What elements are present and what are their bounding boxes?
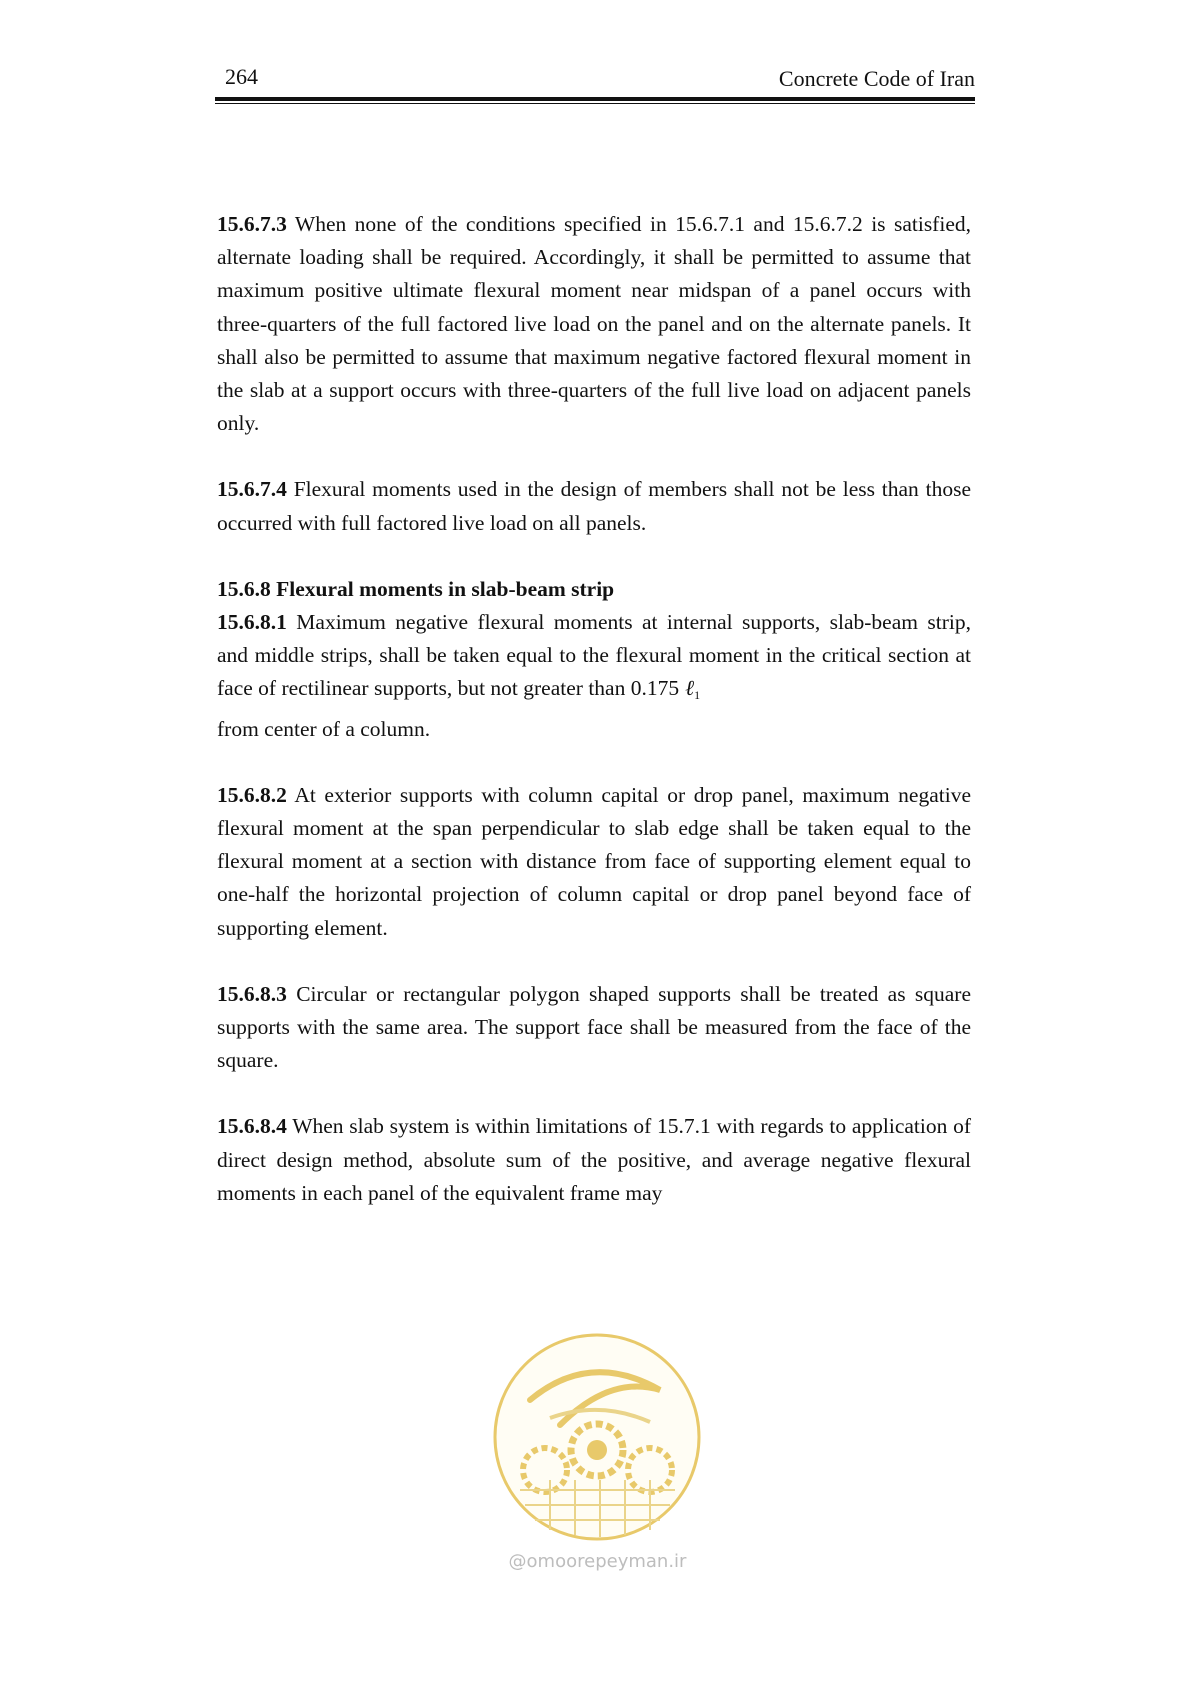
ell-subscript: 1 [694,688,701,703]
section-15-6-8-1 [217,606,971,746]
section-15-6-7-3 [217,208,971,440]
page-number: 264 [225,64,258,89]
section-number: 15.6.8.2 [217,782,287,807]
watermark-text: @omoorepeyman.ir [508,1551,687,1572]
section-text: At exterior supports with column capital or drop panel, maximum negative flexural moment at the span perpendicular to slab edge shall be taken equal to the flexural moment at a section with distance from face of supporting element equal to one-half the horizontal projection of column capital or drop panel beyond face of supporting element. [217,782,971,940]
section-text: Maximum negative flexural moments at internal supports, slab-beam strip, and middle strips, shall be taken equal to the flexural moment in the critical section at face of rectilinear supports, but not greater than 0.175 [217,610,971,701]
section-number: 15.6.8.3 [217,981,287,1006]
header-rule-thick [215,97,975,101]
section-text: Circular or rectangular polygon shaped supports shall be treated as square supports with the same area. The support face shall be measured from the face of the square. [217,981,972,1073]
watermark-logo [490,1330,705,1572]
section-heading-15-6-8: 15.6.8 Flexural moments in slab-beam strip [217,576,615,601]
section-number: 15.6.8.4 [217,1114,287,1139]
running-title: Concrete Code of Iran [778,66,975,91]
ell-symbol: ℓ [685,676,695,701]
header-rule-thin [215,103,975,104]
section-number: 15.6.8.1 [217,610,287,635]
section-text: Flexural moments used in the design of members shall not be less than those occurred with full factored live load on all panels. [217,477,971,535]
section-number: 15.6.7.4 [217,477,287,502]
section-15-6-7-4 [217,473,971,539]
watermark-seal-icon [490,1330,705,1545]
section-text: When slab system is within limitations of 15.7.1 with regards to application of direct design method, absolute sum of the positive, and average negative flexural moments in each panel of the equivalent frame may [217,1114,971,1205]
section-text: When none of the conditions specified in 15.6.7.1 and 15.6.7.2 is satisfied, alternate loading shall be required. Accordingly, it shall be permitted to assume that maximum positive ultimate flexural moment near midspan of a panel occurs with three-quarters of the full factored live load on the panel and on the alternate panels. It shall also be permitted to assume that maximum negative factored flexural moment in the slab at a support occurs with three-quarters of the full live load on adjacent panels only. [217,212,971,436]
section-15-6-8-3 [217,978,971,1078]
section-15-6-8-4 [217,1110,971,1210]
page-body [217,208,971,1210]
section-15-6-8-2 [217,779,971,945]
section-text-continued: from center of a column. [217,716,431,741]
page-header [215,64,975,104]
section-number: 15.6.7.3 [217,212,287,236]
